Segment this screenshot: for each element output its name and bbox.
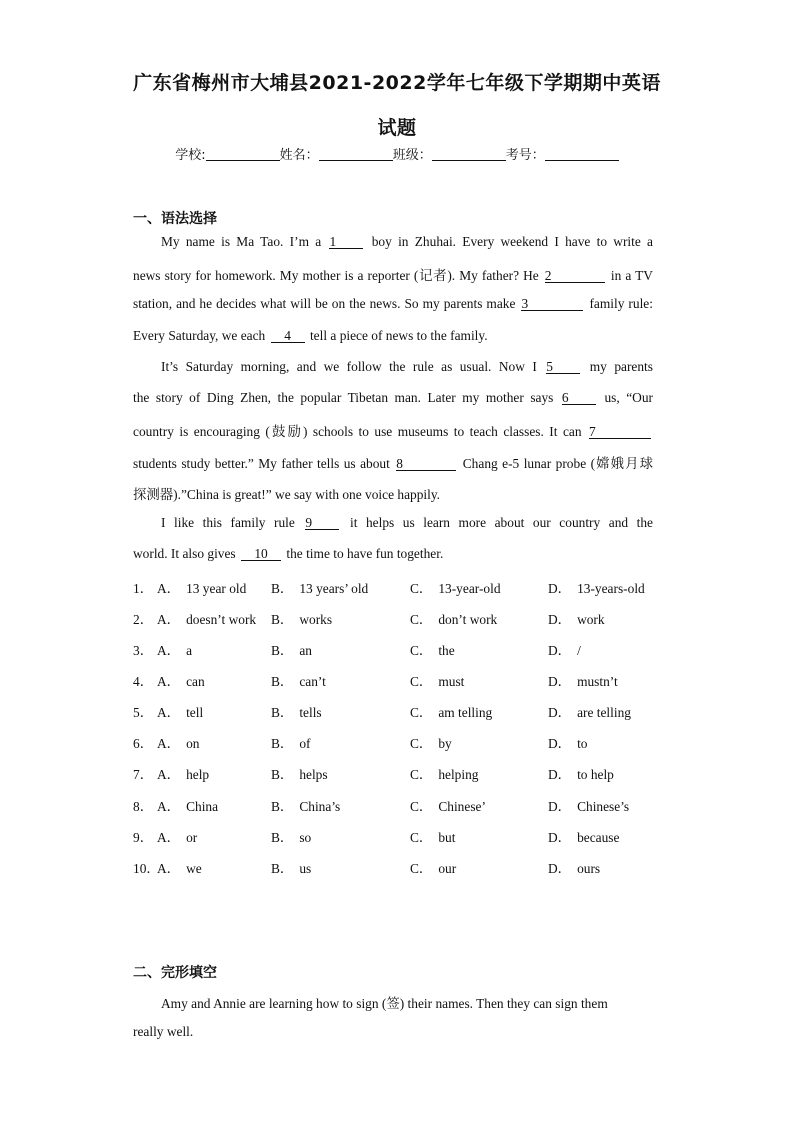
option-letter: A． xyxy=(157,861,181,876)
option-letter: A． xyxy=(157,736,181,751)
question-number: 2． xyxy=(133,612,154,627)
exam-no-blank xyxy=(545,146,619,161)
option-text: tell xyxy=(186,705,204,720)
option-text: because xyxy=(577,830,620,845)
passage-line: Amy and Annie are learning how to sign (签) their names. Then they can sign them xyxy=(161,996,608,1011)
passage-line: students study better.” My father tells us about 8 Chang e-5 lunar probe (嫦娥月球 xyxy=(133,456,653,471)
option-a[interactable] xyxy=(157,858,202,877)
option-text: us xyxy=(299,861,312,876)
option-text: 13-year-old xyxy=(438,581,501,596)
option-text: helping xyxy=(438,767,479,782)
option-letter: D． xyxy=(548,612,572,627)
option-d[interactable] xyxy=(548,609,605,628)
blank-7: 7 xyxy=(589,425,651,439)
option-letter: D． xyxy=(548,799,572,814)
blank-3: 3 xyxy=(521,297,583,311)
passage-line: 探测器).”China is great!” we say with one voice happily. xyxy=(133,487,441,502)
option-letter: C． xyxy=(410,799,433,814)
option-text: are telling xyxy=(577,705,631,720)
option-a[interactable] xyxy=(157,764,209,783)
option-text: must xyxy=(438,674,465,689)
option-letter: A． xyxy=(157,799,181,814)
passage-line: the story of Ding Zhen, the popular Tibetan man. Later my mother says 6 us, “Our xyxy=(133,390,653,405)
option-letter: C． xyxy=(410,674,433,689)
question-number: 7． xyxy=(133,767,154,782)
option-c[interactable] xyxy=(410,640,455,659)
question-number: 4． xyxy=(133,674,154,689)
option-letter: B． xyxy=(271,705,294,720)
option-a[interactable] xyxy=(157,578,246,597)
option-text: work xyxy=(577,612,605,627)
option-text: the xyxy=(438,643,455,658)
question-number: 6． xyxy=(133,736,154,751)
option-b[interactable] xyxy=(271,764,328,783)
option-c[interactable] xyxy=(410,796,486,815)
option-letter: C． xyxy=(410,612,433,627)
option-letter: A． xyxy=(157,705,181,720)
option-letter: C． xyxy=(410,736,433,751)
exam-no-label: 考号： xyxy=(505,148,545,163)
question-number: 9． xyxy=(133,830,154,845)
option-text: so xyxy=(299,830,312,845)
option-d[interactable] xyxy=(548,640,581,659)
option-letter: A． xyxy=(157,643,181,658)
passage-line: country is encouraging (鼓励) schools to use museums to teach classes. It can 7 xyxy=(133,421,653,440)
option-text: 13 years’ old xyxy=(299,581,369,596)
option-c[interactable] xyxy=(410,578,501,597)
option-letter: B． xyxy=(271,674,294,689)
option-letter: B． xyxy=(271,736,294,751)
passage-line: world. It also gives 10 the time to have fun together. xyxy=(133,546,444,561)
option-c[interactable] xyxy=(410,609,497,628)
option-b[interactable] xyxy=(271,578,368,597)
school-blank xyxy=(206,146,280,161)
section1-heading: 一、语法选择 xyxy=(133,211,217,227)
option-b[interactable] xyxy=(271,640,312,659)
option-d[interactable] xyxy=(548,671,618,690)
option-letter: A． xyxy=(157,674,181,689)
blank-1: 1 xyxy=(329,235,363,249)
option-text: mustn’t xyxy=(577,674,618,689)
option-a[interactable] xyxy=(157,702,203,721)
blank-4: 4 xyxy=(271,329,305,343)
option-a[interactable] xyxy=(157,671,205,690)
option-text: help xyxy=(186,767,210,782)
option-text: can’t xyxy=(299,674,326,689)
option-d[interactable] xyxy=(548,578,645,597)
question-number: 8． xyxy=(133,799,154,814)
option-letter: B． xyxy=(271,581,294,596)
option-d[interactable] xyxy=(548,702,631,721)
passage-line: station, and he decides what will be on the news. So my parents make 3 family rule: xyxy=(133,296,653,311)
option-letter: D． xyxy=(548,581,572,596)
blank-9: 9 xyxy=(305,516,339,530)
option-text: of xyxy=(299,736,311,751)
student-info-line xyxy=(0,144,794,163)
option-letter: D． xyxy=(548,861,572,876)
blank-2: 2 xyxy=(545,269,605,283)
option-text: tells xyxy=(299,705,322,720)
question-number: 3． xyxy=(133,643,154,658)
option-c[interactable] xyxy=(410,858,456,877)
option-text: to help xyxy=(577,767,614,782)
option-letter: B． xyxy=(271,799,294,814)
option-text: China’s xyxy=(299,799,341,814)
option-text: on xyxy=(186,736,200,751)
option-b[interactable] xyxy=(271,858,311,877)
name-label: 姓名： xyxy=(279,148,319,163)
option-letter: C． xyxy=(410,767,433,782)
question-number: 5． xyxy=(133,705,154,720)
option-letter: A． xyxy=(157,612,181,627)
option-letter: D． xyxy=(548,643,572,658)
option-a[interactable] xyxy=(157,609,256,628)
option-text: 13 year old xyxy=(186,581,247,596)
option-text: / xyxy=(577,643,581,658)
option-letter: D． xyxy=(548,767,572,782)
option-text: Chinese’s xyxy=(577,799,630,814)
blank-6: 6 xyxy=(562,391,596,405)
option-text: am telling xyxy=(438,705,493,720)
option-d[interactable] xyxy=(548,733,587,752)
option-text: China xyxy=(186,799,219,814)
option-text: 13-years-old xyxy=(577,581,645,596)
option-letter: A． xyxy=(157,581,181,596)
option-letter: C． xyxy=(410,830,433,845)
option-letter: A． xyxy=(157,767,181,782)
option-a[interactable] xyxy=(157,827,197,846)
exam-title-line1: 广东省梅州市大埔县2021-2022学年七年级下学期期中英语 xyxy=(133,72,661,94)
option-text: can xyxy=(186,674,205,689)
option-b[interactable] xyxy=(271,671,326,690)
passage-line: I like this family rule 9 it helps us learn more about our country and the xyxy=(161,515,653,530)
passage-line: It’s Saturday morning, and we follow the rule as usual. Now I 5 my parents xyxy=(161,359,653,374)
blank-10: 10 xyxy=(241,547,281,561)
option-text: Chinese’ xyxy=(438,799,486,814)
option-letter: D． xyxy=(548,705,572,720)
option-text: to xyxy=(577,736,588,751)
option-b[interactable] xyxy=(271,733,310,752)
option-text: by xyxy=(438,736,452,751)
option-c[interactable] xyxy=(410,671,464,690)
passage-line: news story for homework. My mother is a reporter (记者). My father? He 2 in a TV xyxy=(133,268,653,283)
option-a[interactable] xyxy=(157,733,199,752)
blank-5: 5 xyxy=(546,360,580,374)
option-letter: D． xyxy=(548,674,572,689)
option-text: an xyxy=(299,643,312,658)
option-text: doesn’t work xyxy=(186,612,257,627)
class-label: 班级： xyxy=(392,148,432,163)
option-c[interactable] xyxy=(410,702,492,721)
option-d[interactable] xyxy=(548,827,619,846)
option-letter: B． xyxy=(271,830,294,845)
option-letter: C． xyxy=(410,581,433,596)
option-b[interactable] xyxy=(271,702,322,721)
option-a[interactable] xyxy=(157,796,218,815)
passage-line: really well. xyxy=(133,1024,194,1039)
option-letter: C． xyxy=(410,643,433,658)
option-letter: D． xyxy=(548,830,572,845)
option-text: helps xyxy=(299,767,328,782)
question-number: 10． xyxy=(133,861,160,876)
school-label: 学校: xyxy=(175,148,206,163)
option-text: we xyxy=(186,861,202,876)
option-letter: B． xyxy=(271,612,294,627)
name-blank xyxy=(319,146,393,161)
option-text: ours xyxy=(577,861,601,876)
option-text: don’t work xyxy=(438,612,498,627)
section2-heading: 二、完形填空 xyxy=(133,965,217,981)
option-text: works xyxy=(299,612,333,627)
option-text: our xyxy=(438,861,457,876)
option-text: or xyxy=(186,830,198,845)
option-b[interactable] xyxy=(271,609,332,628)
passage-line: Every Saturday, we each 4 tell a piece of news to the family. xyxy=(133,328,488,343)
option-letter: C． xyxy=(410,861,433,876)
option-text: but xyxy=(438,830,456,845)
blank-8: 8 xyxy=(396,457,456,471)
option-letter: A． xyxy=(157,830,181,845)
option-b[interactable] xyxy=(271,796,340,815)
option-letter: B． xyxy=(271,861,294,876)
passage-line: My name is Ma Tao. I’m a 1 boy in Zhuhai. Every weekend I have to write a xyxy=(161,234,653,249)
option-letter: D． xyxy=(548,736,572,751)
option-c[interactable] xyxy=(410,764,479,783)
option-a[interactable] xyxy=(157,640,192,659)
option-b[interactable] xyxy=(271,827,311,846)
option-letter: B． xyxy=(271,643,294,658)
question-number: 1． xyxy=(133,581,154,596)
exam-title-line2: 试题 xyxy=(377,117,417,139)
option-c[interactable] xyxy=(410,827,455,846)
option-letter: B． xyxy=(271,767,294,782)
option-c[interactable] xyxy=(410,733,452,752)
option-d[interactable] xyxy=(548,858,600,877)
option-d[interactable] xyxy=(548,764,614,783)
option-d[interactable] xyxy=(548,796,629,815)
class-blank xyxy=(432,146,506,161)
option-letter: C． xyxy=(410,705,433,720)
option-text: a xyxy=(186,643,193,658)
